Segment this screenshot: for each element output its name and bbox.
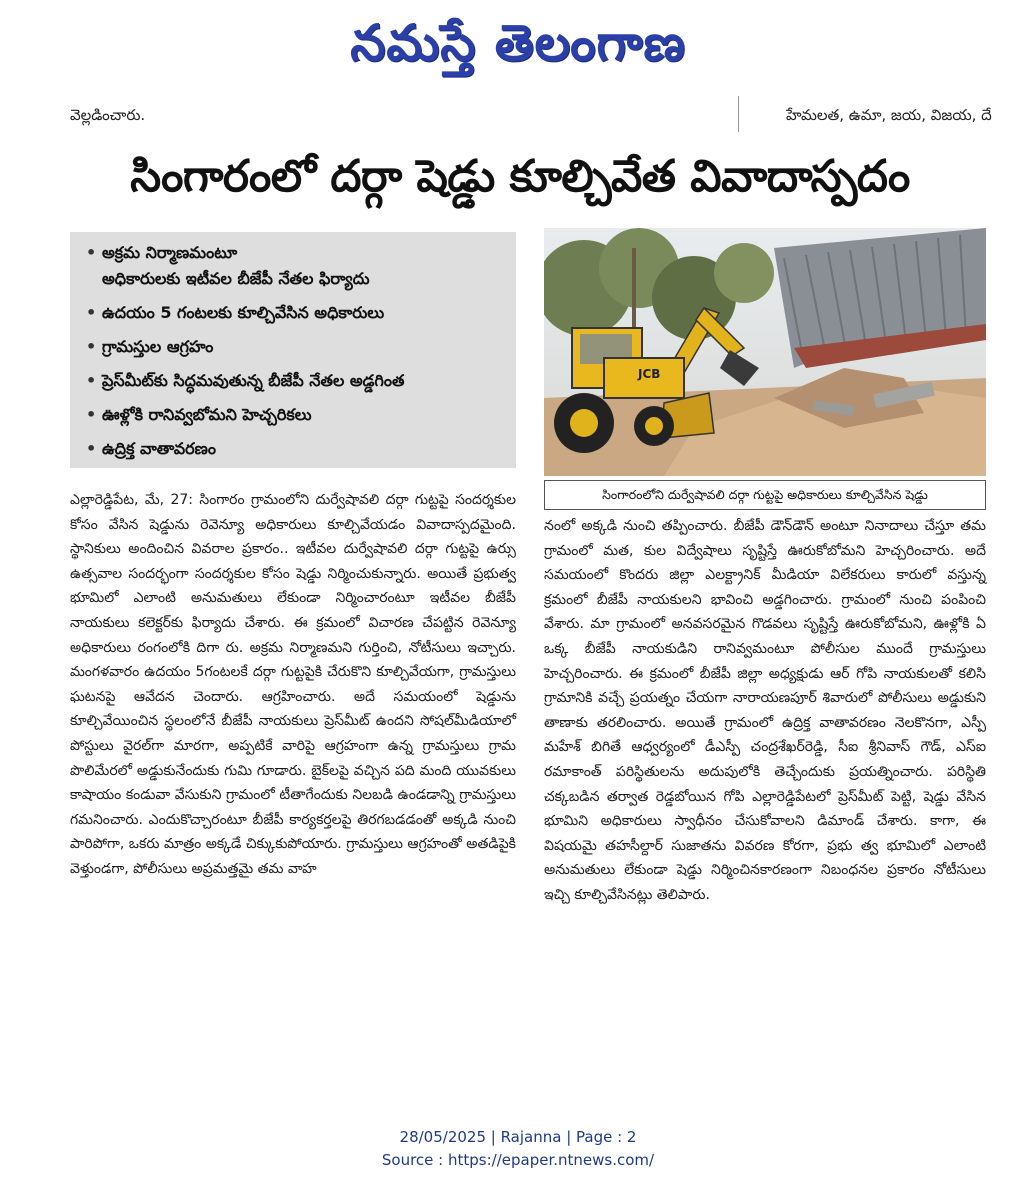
- masthead-title: నమస్తే తెలంగాణ: [350, 14, 686, 72]
- highlight-item: • అక్రమ నిర్మాణమంటూ అధికారులకు ఇటీవల బీజేపీ నేతల ఫిర్యాదు: [86, 240, 500, 292]
- highlight-item: • ఉద్రిక్త వాతావరణం: [86, 436, 500, 462]
- body-paragraph: నంలో అక్కడి నుంచి తప్పించారు. బీజేపీ డౌన్‌డౌన్ అంటూ నినాదాలు చేస్తూ తమ గ్రామంలో మత, కుల విద్వేషాలు సృష్టిస్తే ఊరుకోబోమని హెచ్చరించారు. అదే సమయంలో కొందరు జిల్లా ఎలక్ట్రానిక్ మీడియా విలేకరులు కారులో వస్తున్న క్రమంలో బీజేపీ నాయకులని భావించి అడ్డగించారు. గ్రామంలో నుంచి పంపించి వేశారు. మా గ్రామంలో అనవసరమైన గొడవలు సృష్టిస్తే ఊరుకోబోమని, ఊళ్లోకి ఏ ఒక్క బీజేపీ నాయకుడిని రానివ్వమంటూ పోలీసుల ముందే గ్రామస్తులు హెచ్చరించారు. ఈ క్రమంలో బీజేపీ జిల్లా అధ్యక్షుడు ఆర్ గోపి నాయకులతో కలిసి గ్రామానికి వచ్చే ప్రయత్నం చేయగా నారాయణపూర్ శివారులో పోలీసులు అడ్డుకుని తాణాకు తరలించారు. అయితే గ్రామంలో ఉద్రిక్త వాతావరణం నెలకొనగా, ఎస్పీ మహేశ్ బిగితే ఆధ్వర్యంలో డీఎస్పీ చంద్రశేఖర్‌రెడ్డి, సీఐ శ్రీనివాస్ గౌడ్, ఎస్‌ఐ రమాకాంత్ పరిస్థితులను అదుపులోకి తెచ్చేందుకు ప్రయత్నించారు. పరిస్థితి చక్కబడిన తర్వాత రెడ్డబోయిన గోపి ఎల్లారెడ్డిపేటలో ప్రెస్‌మీట్ పెట్టి, షెడ్డు వేసిన భూమిని అధికారులు స్వాధీనం చేసుకోవాలని డిమాండ్ చేశారు. కాగా, ఈ విషయమై తహసీల్దార్ సుజాతను వివరణ కోరగా, ప్రభు త్వ భూమిలో ఎలాంటి అనుమతులు లేకుండా షెడ్డు నిర్మించినకారణంగా నిబంధనల ప్రకారం నోటీసులు ఇచ్చి కూల్చివేసినట్లు తెలిపారు.: [544, 518, 986, 903]
- body-paragraph: ఎల్లారెడ్డిపేట, మే, 27: సింగారం గ్రామంలోని దుర్వేషావలి దర్గా గుట్టపై సందర్శకుల కోసం వేసిన షెడ్డును రెవెన్యూ అధికారులు కూల్చివేయడం వివాదాస్పదమైంది. స్థానికులు అందించిన వివరాల ప్రకారం.. ఇటీవల దుర్వేషావలి దర్గా గుట్టపై ఉర్సు ఉత్సవాల సందర్భంగా సందర్శకుల కోసం షెడ్డు నిర్మించుకున్నారు. అయితే ప్రభుత్వ భూమిలో ఎలాంటి అనుమతులు లేకుండా నిర్మించారంటూ ఇటీవల బీజేపీ నాయకులు కలెక్టర్‌కు ఫిర్యాదు చేశారు. ఈ క్రమంలో విచారణ చేపట్టిన రెవెన్యూ అధికారులు రంగంలోకి దిగా రు. అక్రమ నిర్మాణమని గుర్తించి, నోటీసులు ఇచ్చారు. మంగళవారం ఉదయం 5గంటలకే దర్గా గుట్టపైకి చేరుకొని కూల్చివేయగా, గ్రామస్తులు ఘటనపై ఆవేదన చెందారు. ఆగ్రహించారు. అదే సమయంలో షెడ్డును కూల్చివేయించిన స్థలంలోనే బీజేపీ నాయకులు ప్రెస్‌మీట్ ఉందని సోషల్‌మీడియాలో పోస్టులు వైరల్‌గా మారగా, అప్పటికే వారిపై ఆగ్రహంగా ఉన్న గ్రామస్తులు గ్రామ పొలిమేరలో అడ్డుకునేందుకు గుమి గూడారు. బైక్‌లపై వచ్చిన పది మంది యువకులు కాషాయం కండువా వేసుకుని గ్రామంలో టీతాగేందుకు నిలబడి ఉండడాన్ని గ్రామస్తులు గమనించారు. ఎందుకొచ్చారంటూ బీజేపీ కార్యకర్తలపై తిరగబడడంతో అక్కడి నుంచి పారిపోగా, ఒకరు మాత్రం అక్కడే చిక్కుకుపోయారు. గ్రామస్తులు ఆగ్రహంతో అతడిపైకి వెళ్తుండగా, పోలీసులు అప్రమత్తమై తమ వాహ: [70, 492, 516, 877]
- bullet-icon: •: [86, 371, 97, 390]
- demolition-scene-illustration: [544, 228, 986, 476]
- previous-article-fragment-left: వెల్లడించారు.: [70, 106, 146, 124]
- bullet-icon: •: [86, 243, 97, 262]
- bullet-icon: •: [86, 439, 97, 458]
- article-body-column-1: [70, 488, 516, 882]
- footer-source-line: Source : https://epaper.ntnews.com/: [381, 1151, 655, 1169]
- footer-date-line: 28/05/2025 | Rajanna | Page : 2: [399, 1128, 637, 1146]
- highlights-box: [70, 232, 516, 468]
- bullet-icon: •: [86, 303, 97, 322]
- highlight-item: • గ్రామస్తుల ఆగ్రహం: [86, 334, 500, 360]
- bullet-icon: •: [86, 337, 97, 356]
- highlight-item: • ఉదయం 5 గంటలకు కూల్చివేసిన అధికారులు: [86, 300, 500, 326]
- previous-article-fragment-right: హేమలత, ఉమా, జయ, విజయ, దే: [786, 106, 992, 124]
- bullet-icon: •: [86, 405, 97, 424]
- highlight-item: • ఊళ్లోకి రానివ్వబోమని హెచ్చరికలు: [86, 402, 500, 428]
- article-body-column-2: [544, 514, 986, 908]
- jcb-marking: JCB: [638, 367, 661, 381]
- highlight-item: • ప్రెస్‌మీట్‌కు సిద్ధమవుతున్న బీజేపీ నేతల అడ్డగింత: [86, 368, 500, 394]
- article-headline: సింగారంలో దర్గా షెడ్డు కూల్చివేత వివాదాస్పదం: [130, 151, 910, 202]
- photo-caption: సింగారంలోని దుర్వేషావలి దర్గా గుట్టపై అధికారులు కూల్చివేసిన షెడ్డు: [544, 480, 986, 510]
- column-divider: [738, 96, 739, 132]
- news-photo: [544, 228, 986, 476]
